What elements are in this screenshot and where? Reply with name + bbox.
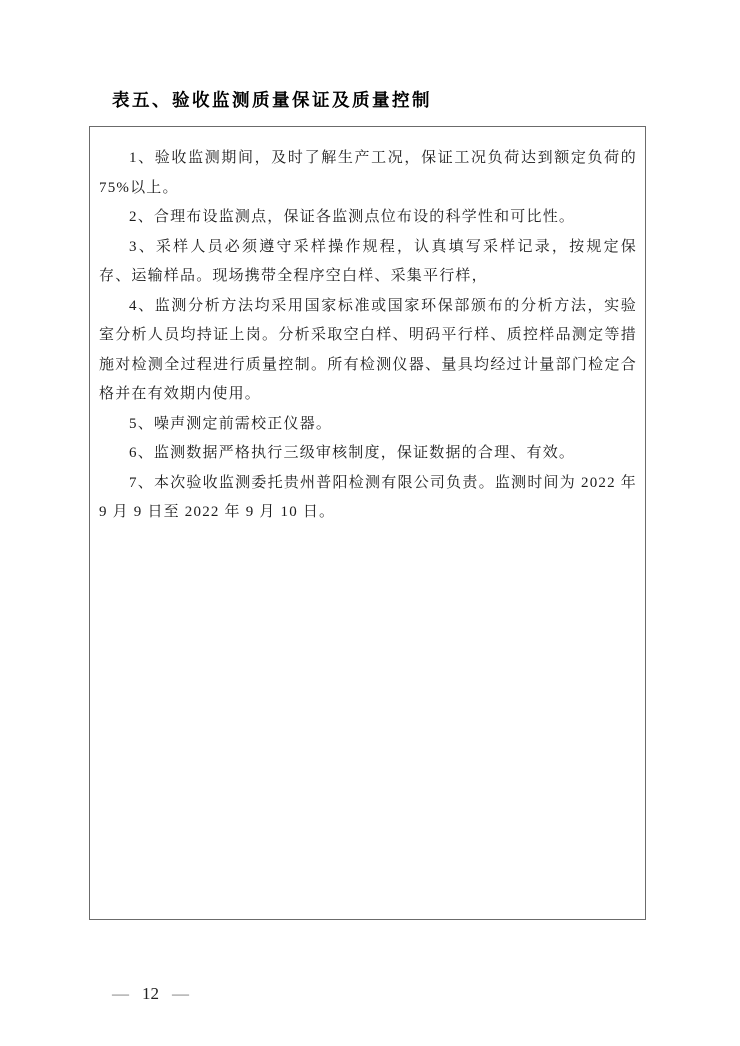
page-footer <box>112 984 189 1004</box>
paragraph-5: 5、噪声测定前需校正仪器。 <box>129 415 333 432</box>
page-number: 12 <box>142 984 159 1003</box>
paragraph-1: 1、验收监测期间，及时了解生产工况，保证工况负荷达到额定负荷的 75%以上。 <box>99 150 637 196</box>
content-box <box>89 126 646 920</box>
paragraph-4: 4、监测分析方法均采用国家标准或国家环保部颁布的分析方法，实验室分析人员均持证上岗。分析采取空白样、明码平行样、质控样品测定等措施对检测全过程进行质量控制。所有检测仪器、量具均经过计量部门检定合格并在有效期内使用。 <box>99 297 637 402</box>
paragraph-3: 3、采样人员必须遵守采样操作规程，认真填写采样记录，按规定保存、运输样品。现场携带全程序空白样、采集平行样， <box>99 238 637 284</box>
footer-dash-right: — <box>172 984 189 1003</box>
paragraph-7: 7、本次验收监测委托贵州普阳检测有限公司负责。监测时间为 2022 年 9 月 9 日至 2022 年 9 月 10 日。 <box>99 474 637 520</box>
paragraph-6: 6、监测数据严格执行三级审核制度，保证数据的合理、有效。 <box>129 445 576 461</box>
paragraph-2: 2、合理布设监测点，保证各监测点位布设的科学性和可比性。 <box>129 209 576 225</box>
footer-dash-left: — <box>112 984 129 1003</box>
page-title: 表五、验收监测质量保证及质量控制 <box>112 90 432 110</box>
